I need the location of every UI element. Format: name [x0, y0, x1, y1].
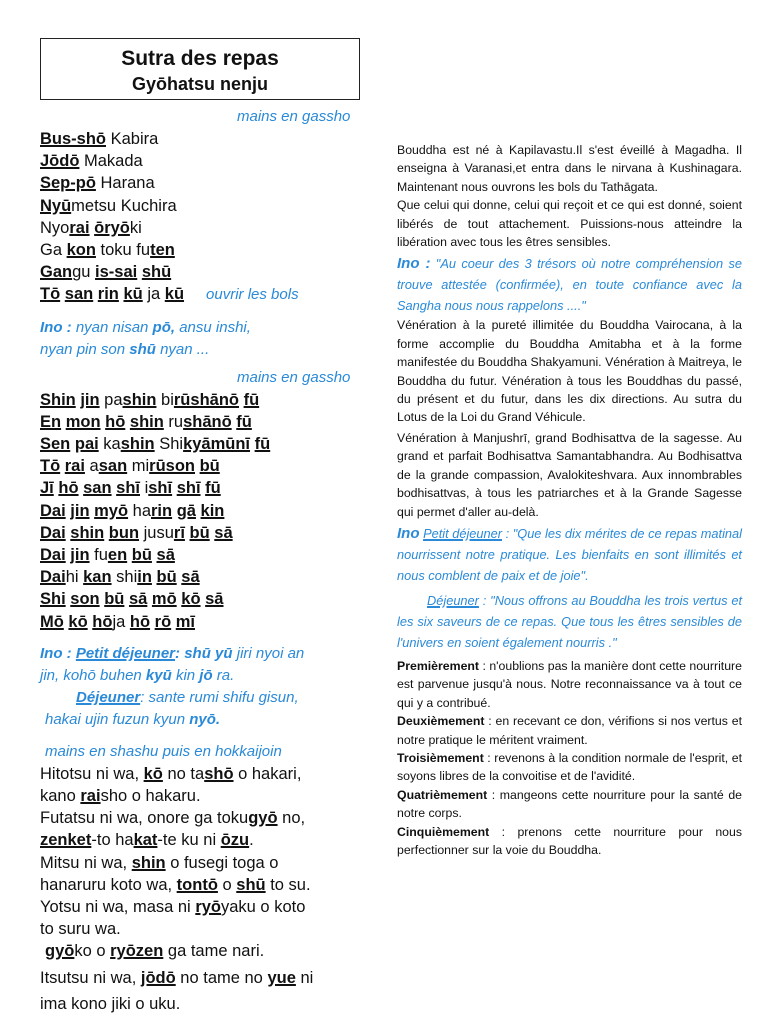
- verse-line-3: Sen pai kashin Shikyāmūnī fū: [40, 435, 271, 454]
- lunch-line-1: Déjeuner: sante rumi shifu gisun,: [76, 688, 299, 706]
- translation-reflection-4: Quatrièmement : mangeons cette nourriture pour la santé de notre corps.: [397, 787, 742, 821]
- instruction-gassho-2: mains en gassho: [237, 368, 351, 386]
- lunch-line-2: hakai ujin fuzun kyun nyō.: [45, 710, 221, 728]
- verse-line-2: En mon hō shin rushānō fū: [40, 412, 252, 431]
- verse-line-4: Tō rai asan mirūson bū: [40, 457, 220, 476]
- chant-line-6: Ga kon toku futen: [40, 241, 175, 260]
- verse-line-1: Shin jin pashin birūshānō fū: [40, 390, 260, 409]
- instruction-open-bowls: ouvrir les bols: [206, 286, 299, 304]
- verse-line-7: Dai shin bun jusurī bū sā: [40, 523, 233, 542]
- reflection-line-2: kano raisho o hakaru.: [40, 787, 201, 806]
- reflection-line-4: zenket-to hakat-te ku ni ōzu.: [40, 831, 254, 850]
- reflection-line-10: Itsutsu ni wa, jōdō no tame no yue ni: [40, 968, 314, 987]
- reflection-line-8: to suru wa.: [40, 920, 121, 939]
- reflection-line-6: hanaruru koto wa, tontō o shū to su.: [40, 875, 311, 894]
- ino-line-1: Ino : nyan nisan pō, ansu inshi,: [40, 318, 251, 336]
- page-subtitle: Gyōhatsu nenju: [131, 74, 268, 94]
- translation-reflection-2: Deuxièmement : en recevant ce don, vérifions si nos vertus et notre pratique le méritent vraiment.: [397, 714, 742, 747]
- verse-line-6: Dai jin myō harin gā kin: [40, 501, 225, 520]
- translation-reflection-5: Cinquièmement : prenons cette nourriture pour nous perfectionner sur la voie du Bouddha.: [397, 824, 742, 857]
- translation-intro: Bouddha est né à Kapilavastu.Il s'est éveillé à Magadha. Il enseigna à Varanasi,et entra dans le nirvana à Kushinagara. Maintenant nous ouvrons les bols du Tathāgata.: [397, 143, 742, 194]
- right-column: [397, 141, 742, 859]
- reflection-line-5: Mitsu ni wa, shin o fusegi toga o: [40, 853, 279, 872]
- page-title: Sutra des repas: [121, 47, 279, 70]
- chant-line-8: Tō san rin kū ja kū ouvrir les bols: [40, 285, 299, 304]
- instruction-gassho-1: mains en gassho: [237, 108, 351, 125]
- instruction-shashu: mains en shashu puis en hokkaijoin: [45, 742, 282, 760]
- reflection-line-7: Yotsu ni wa, masa ni ryōyaku o koto: [40, 898, 306, 917]
- ino-meal-line-1: Ino : Petit déjeuner: shū yū jiri nyoi an: [40, 644, 305, 662]
- translation-ino-1: Ino : "Au coeur des 3 trésors où notre compréhension se trouve attestée (confirmée), en toute confiance avec la Sangha nous nous rappelons ....": [397, 255, 743, 314]
- translation-reflection-1: Premièrement : n'oublions pas la manière dont cette nourriture est parvenue jusqu'à nous. Notre reconnaissance va à tout ce qui y a contribué.: [397, 658, 742, 710]
- translation-veneration-1: Vénération à la pureté illimitée du Bouddha Vairocana, à la forme accomplie du Bouddha Amitabha et à la forme manifestée du Bouddha Shakyamuni. Vénération à Maitreya, le Bouddha du futur. Vénération à tous les Bouddhas du passé, du présent et du futur, dans les dix directions. Au sutra du Lotus de la Loi du Grand Véhicule.: [397, 318, 742, 425]
- reflection-line-11: ima kono jiki o uku.: [40, 994, 181, 1013]
- left-column: [40, 106, 375, 1015]
- translation-offering: Que celui qui donne, celui qui reçoit et ce qui est donné, soient libérés de tout attachement. Puissions-nous atteindre la libération avec tous les êtres sensibles.: [397, 198, 742, 250]
- verse-line-10: Shi son bū sā mō kō sā: [40, 590, 224, 609]
- chant-line-2: Jōdō Makada: [40, 152, 143, 171]
- verse-line-5: Jī hō san shī ishī shī fū: [40, 479, 221, 498]
- translation-ino-2: Ino Petit déjeuner : "Que les dix mérites de ce repas matinal nourrissent notre pratique. Les bienfaits en sont illimités et nous comblent de paix et de joie".: [397, 524, 742, 583]
- translation-lunch: Déjeuner : "Nous offrons au Bouddha les trois vertus et les six saveurs de ce repas. Que tous les êtres sensibles de l'univers en soient également nourris .": [397, 592, 742, 650]
- verse-block: [40, 389, 375, 633]
- verse-line-11: Mō kō hōja hō rō mī: [40, 612, 196, 631]
- chant-line-7: Gangu is-sai shū: [40, 263, 172, 282]
- chant-line-3: Sep-pō Harana: [40, 174, 155, 193]
- ino-line-2: nyan pin son shū nyan ...: [40, 340, 210, 358]
- translation-veneration-2: Vénération à Manjushrī, grand Bodhisattva de la sagesse. Au grand et parfait Bodhisattva Samantabhandra. Au Bodhisattva de la grande compassion, Avalokiteshvara. Aux innombrables bodhisattvas, à tous les patriarches et à la Grande Sagesse qui permet d'aller au-delà.: [397, 430, 742, 519]
- chant-line-5: Nyorai ōryōki: [40, 218, 142, 237]
- chant-line-4: Nyūmetsu Kuchira: [40, 196, 177, 215]
- reflection-line-3: Futatsu ni wa, onore ga tokugyō no,: [40, 809, 306, 828]
- verse-line-9: Daihi kan shiin bū sā: [40, 568, 200, 587]
- verse-line-8: Dai jin fuen bū sā: [40, 546, 175, 565]
- reflection-line-9: gyōko o ryōzen ga tame nari.: [45, 942, 265, 961]
- reflection-line-1: Hitotsu ni wa, kō no tashō o hakari,: [40, 764, 302, 783]
- ino-meal-line-2: jin, kohō buhen kyū kin jō ra.: [40, 666, 235, 684]
- chant-line-1: Bus-shō Kabira: [40, 130, 159, 148]
- title-box: [40, 38, 360, 100]
- translation-reflection-3: Troisièmement : revenons à la condition normale de l'esprit, et soyons libres de la convoitise et de l'avidité.: [397, 750, 742, 784]
